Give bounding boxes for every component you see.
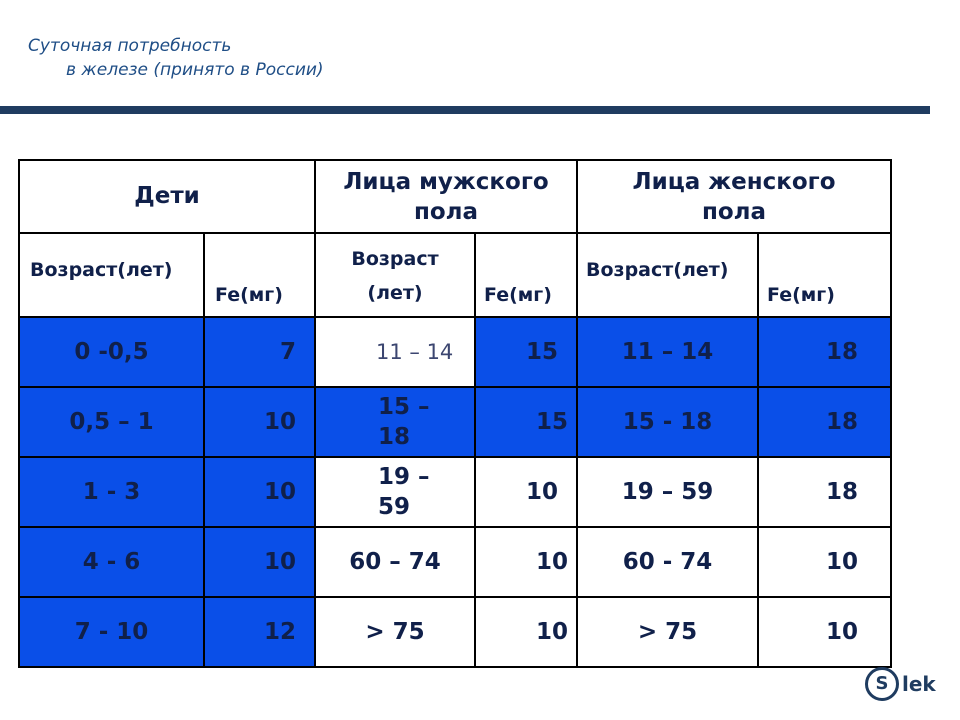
male-age-cell: 60 – 74 <box>315 527 475 597</box>
subheader-female-fe-label: Fe(мг) <box>767 284 835 306</box>
children-fe-cell: 7 <box>204 317 315 387</box>
subheader-male-fe <box>475 233 577 317</box>
male-fe-cell: 10 <box>475 527 577 597</box>
table-subheader-row <box>19 233 891 317</box>
group-male-label: Лица мужского пола <box>343 168 549 225</box>
male-fe-cell: 15 <box>475 387 577 457</box>
subheader-male-age-label-2: (лет) <box>367 282 423 304</box>
subheader-male-age-label-1: Возраст <box>351 248 439 270</box>
male-age-cell <box>315 457 475 527</box>
female-age-cell: 19 – 59 <box>577 457 758 527</box>
female-fe-cell: 10 <box>758 527 891 597</box>
male-age-cell <box>315 387 475 457</box>
children-age-cell: 0 -0,5 <box>19 317 204 387</box>
children-fe-cell: 12 <box>204 597 315 667</box>
children-age-cell: 1 - 3 <box>19 457 204 527</box>
female-age-cell: 15 - 18 <box>577 387 758 457</box>
children-fe-cell: 10 <box>204 527 315 597</box>
female-age-cell: 60 - 74 <box>577 527 758 597</box>
female-age-cell: 11 – 14 <box>577 317 758 387</box>
male-age-cell: > 75 <box>315 597 475 667</box>
table-row <box>19 527 891 597</box>
male-age-value: 15 – 18 <box>378 394 430 450</box>
slide-title-line2: в железе (принято в России) <box>66 60 324 80</box>
subheader-male-fe-label: Fe(мг) <box>484 284 552 306</box>
male-age-value: 19 – 59 <box>378 464 430 520</box>
lek-logo-text: lek <box>902 672 936 696</box>
female-fe-cell: 18 <box>758 457 891 527</box>
subheader-female-fe <box>758 233 891 317</box>
male-age-cell <box>315 317 475 387</box>
male-age-value: 11 – 14 <box>376 340 454 364</box>
female-fe-cell: 10 <box>758 597 891 667</box>
table-row <box>19 387 891 457</box>
table-row <box>19 597 891 667</box>
female-fe-cell: 18 <box>758 317 891 387</box>
children-age-cell: 4 - 6 <box>19 527 204 597</box>
lek-logo-icon: S <box>865 667 899 701</box>
subheader-children-age <box>19 233 204 317</box>
female-fe-cell: 18 <box>758 387 891 457</box>
male-fe-cell: 10 <box>475 457 577 527</box>
children-age-cell: 0,5 – 1 <box>19 387 204 457</box>
group-female <box>577 160 891 233</box>
subheader-female-age <box>577 233 758 317</box>
table-row <box>19 317 891 387</box>
group-female-label: Лица женского пола <box>632 168 836 225</box>
table-group-header-row <box>19 160 891 233</box>
female-age-cell: > 75 <box>577 597 758 667</box>
group-male <box>315 160 577 233</box>
subheader-children-age-label: Возраст(лет) <box>30 259 173 281</box>
table-row <box>19 457 891 527</box>
header-divider <box>0 106 930 114</box>
subheader-children-fe-label: Fe(мг) <box>215 284 283 306</box>
children-fe-cell: 10 <box>204 387 315 457</box>
children-age-cell: 7 - 10 <box>19 597 204 667</box>
male-fe-cell: 10 <box>475 597 577 667</box>
children-fe-cell: 10 <box>204 457 315 527</box>
subheader-children-fe <box>204 233 315 317</box>
slide-title-line1: Суточная потребность <box>28 36 232 56</box>
group-children: Дети <box>19 160 315 233</box>
iron-requirement-table <box>18 159 892 668</box>
male-fe-cell: 15 <box>475 317 577 387</box>
subheader-male-age <box>315 233 475 317</box>
subheader-female-age-label: Возраст(лет) <box>586 259 729 281</box>
